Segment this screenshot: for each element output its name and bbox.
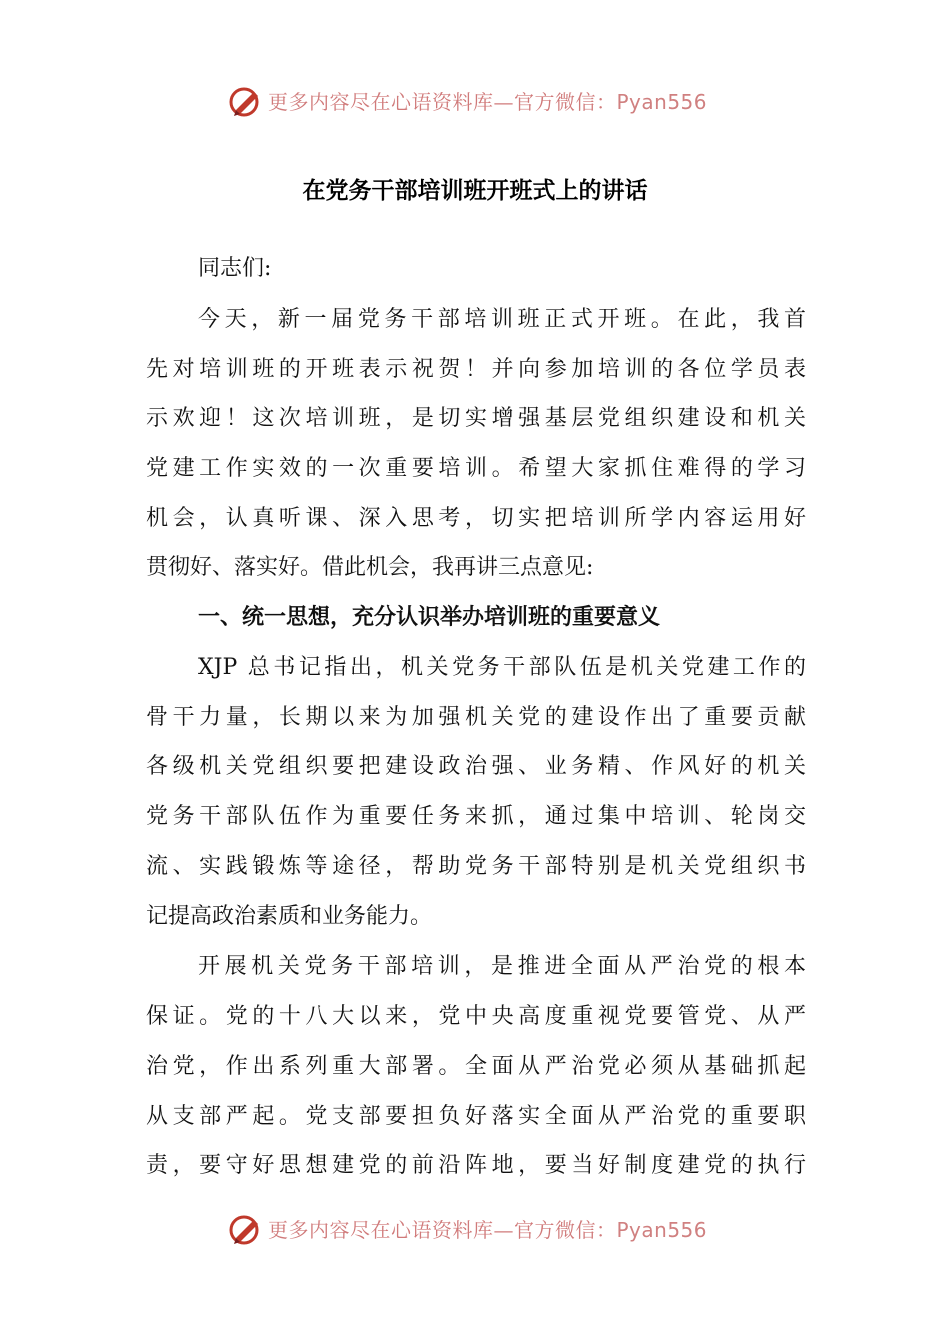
body-line: 先对培训班的开班表示祝贺！并向参加培训的各位学员表 <box>146 357 806 382</box>
body-line: 记提高政治素质和业务能力。 <box>146 904 433 929</box>
pen-logo-icon <box>228 84 264 120</box>
watermark-wechat-id: Pyan556 <box>616 1218 708 1242</box>
body-line: 流、实践锻炼等途径，帮助党务干部特别是机关党组织书 <box>146 854 806 879</box>
section-heading: 一、统一思想，充分认识举办培训班的重要意义 <box>198 605 661 630</box>
footer-watermark <box>0 1210 950 1250</box>
pen-logo-icon <box>228 1212 264 1248</box>
body-line: 机会，认真听课、深入思考，切实把培训所学内容运用好 <box>146 506 806 531</box>
watermark-text <box>268 1216 707 1244</box>
body-line: 保证。党的十八大以来，党中央高度重视党要管党、从严 <box>146 1004 806 1029</box>
body-line: 责，要守好思想建党的前沿阵地，要当好制度建党的执行 <box>146 1153 806 1178</box>
document-title: 在党务干部培训班开班式上的讲话 <box>302 178 648 204</box>
body-line: 骨干力量，长期以来为加强机关党的建设作出了重要贡献 <box>146 705 806 730</box>
watermark-label: 更多内容尽在心语资料库—官方微信： <box>268 90 617 114</box>
body-line: 从支部严起。党支部要担负好落实全面从严治党的重要职 <box>146 1104 806 1129</box>
body-line: 党务干部队伍作为重要任务来抓，通过集中培训、轮岗交 <box>146 804 806 829</box>
body-line: 今天，新一届党务干部培训班正式开班。在此，我首 <box>198 307 806 332</box>
body-line: 各级机关党组织要把建设政治强、业务精、作风好的机关 <box>146 754 806 779</box>
watermark-label: 更多内容尽在心语资料库—官方微信： <box>268 1218 617 1242</box>
body-line: XJP 总书记指出，机关党务干部队伍是机关党建工作的 <box>198 655 806 680</box>
watermark-wechat-id: Pyan556 <box>616 90 708 114</box>
body-line: 开展机关党务干部培训，是推进全面从严治党的根本 <box>198 954 806 979</box>
body-line: 贯彻好、落实好。借此机会，我再讲三点意见: <box>146 555 594 580</box>
body-line: 党建工作实效的一次重要培训。希望大家抓住难得的学习 <box>146 456 806 481</box>
body-line: 治党，作出系列重大部署。全面从严治党必须从基础抓起 <box>146 1054 806 1079</box>
watermark-text <box>268 88 707 116</box>
body-line: 示欢迎！这次培训班，是切实增强基层党组织建设和机关 <box>146 406 806 431</box>
header-watermark <box>0 82 950 122</box>
greeting: 同志们: <box>198 256 272 281</box>
